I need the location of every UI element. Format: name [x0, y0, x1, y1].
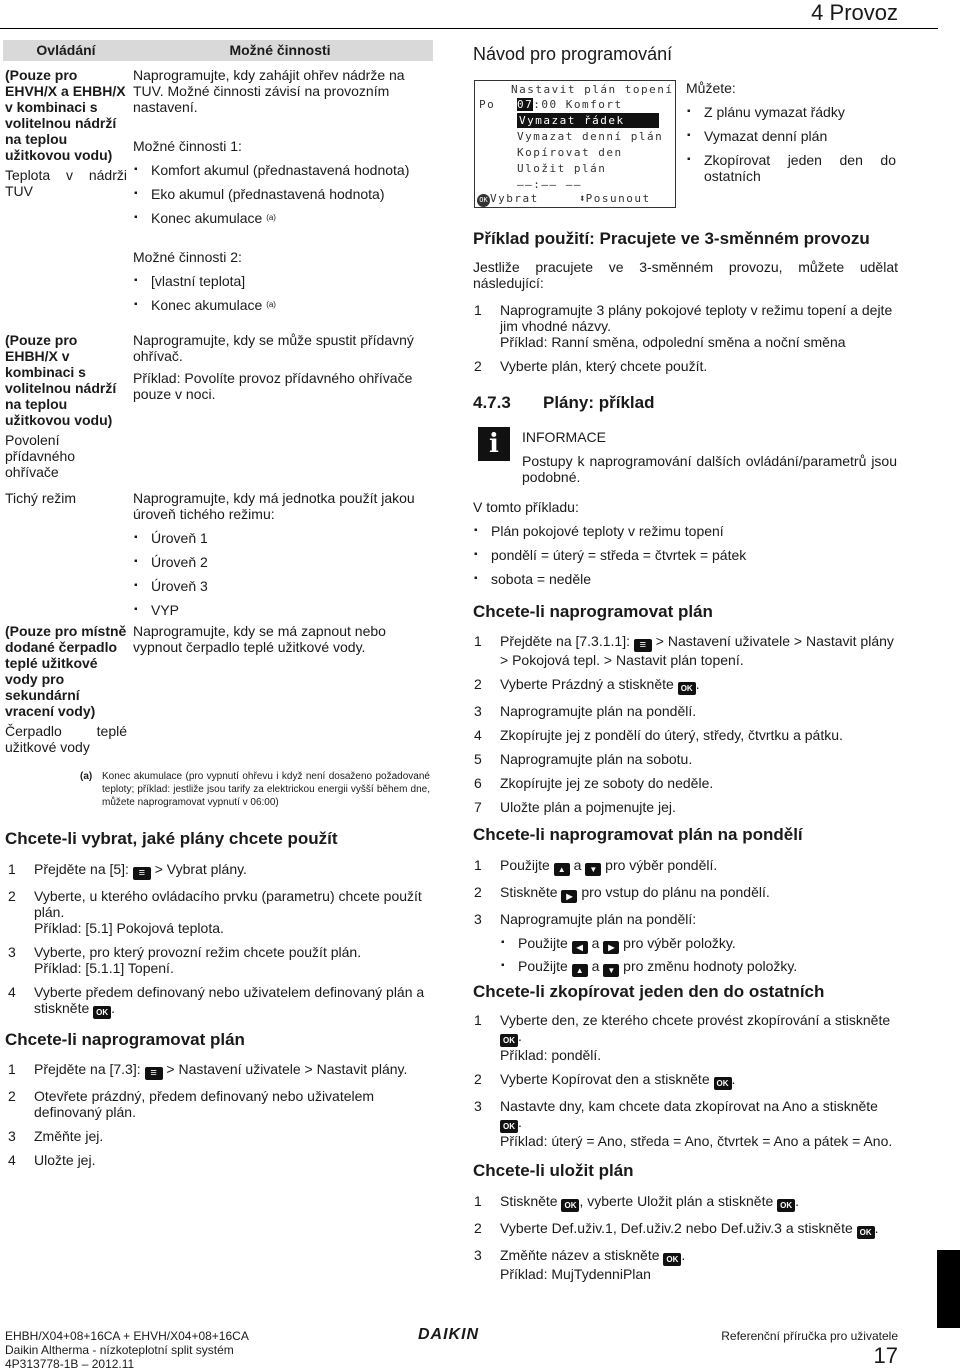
control-name: Čerpadlo teplé užitkové vody	[5, 723, 127, 755]
lcd-move-hint: ⬍Posunout	[579, 192, 651, 205]
footer-system: Daikin Altherma - nízkoteplotní split systém	[5, 1343, 234, 1357]
table-row-booster-actions	[133, 332, 433, 402]
menu-icon	[133, 867, 151, 880]
table-row-pump-control	[5, 623, 127, 755]
daikin-logo: DAIKIN	[418, 1326, 480, 1343]
list-item: ▪ sobota = neděle	[473, 571, 898, 587]
list-item: ▪ Konec akumulace $^{(a)}$	[133, 297, 433, 313]
ok-icon: OK	[663, 1253, 681, 1266]
list-item: 7 Uložte plán a pojmenujte jej.	[474, 799, 676, 815]
list-item: 3 Vyberte, pro který provozní režim chcete použít plán. Příklad: [5.1.1] Topení.	[8, 944, 362, 976]
list-item: 3 Naprogramujte plán na pondělí.	[474, 703, 697, 719]
control-name: Povolení přídavného ohřívače	[5, 432, 76, 480]
program-steps	[474, 633, 898, 815]
list-item: ▪ Vymazat denní plán	[686, 128, 896, 144]
table-row-pump-actions: Naprogramujte, kdy se má zapnout nebo vypnout čerpadlo teplé užitkové vody.	[133, 623, 386, 655]
row-text: Naprogramujte, kdy zahájit ohřev nádrže na TUV. Možné činnosti závisí na provozním nastavení.	[133, 67, 405, 115]
example-intro: Jestliže pracujete ve 3-směnném provozu, můžete udělat následující:	[473, 259, 898, 291]
option-title: Možné činnosti 1:	[133, 138, 242, 154]
table-col-control: Ovládání	[5, 40, 127, 61]
ok-icon: OK	[561, 1199, 579, 1212]
up-down-icon: ⬍	[579, 192, 586, 205]
footer-model: EHBH/X04+08+16CA + EHVH/X04+08+16CA	[5, 1329, 249, 1343]
footer-left	[5, 1329, 249, 1371]
info-icon: i	[478, 427, 510, 461]
condition: (Pouze pro místně dodané čerpadlo teplé užitkové vody pro sekundární vracení vody)	[5, 623, 127, 719]
list-item: 1 Naprogramujte 3 plány pokojové teploty v režimu topení a dejte jim vhodné názvy. Příklad: Ranní směna, odpolední směna a noční směna	[474, 302, 893, 350]
list-item: ▪ Úroveň 2	[133, 554, 433, 570]
can-title: Můžete:	[686, 80, 736, 96]
list-item: 3 Změňte název a stiskněte OK . Příklad: MujTydenniPlan	[474, 1247, 686, 1282]
ok-icon: OK	[714, 1077, 732, 1090]
lcd-menu-item: Kopírovat den	[517, 146, 623, 159]
lcd-screen	[474, 80, 676, 208]
list-item: 4 Vyberte předem definovaný nebo uživatelem definovaný plán a stiskněte OK .	[8, 984, 425, 1017]
lcd-blank-row: ––:–– ––	[517, 178, 582, 191]
list-item: ▪ Použijte ▲ a ▼ pro změnu hodnoty položky.	[500, 958, 898, 977]
footer-doc: 4P313778-1B – 2012.11	[5, 1357, 135, 1371]
down-icon	[585, 863, 601, 876]
page-edge-tab	[937, 1250, 960, 1328]
example2-intro: V tomto příkladu:	[473, 499, 579, 515]
option-title: Možné činnosti 2:	[133, 249, 242, 265]
list-item: 1 Stiskněte OK , vyberte Uložit plán a stiskněte OK .	[474, 1193, 800, 1210]
lcd-menu-item-selected: Vymazat řádek	[517, 113, 659, 128]
can-list	[686, 80, 896, 184]
info-note	[522, 429, 897, 485]
table-col-actions: Možné činnosti	[130, 40, 430, 61]
list-item: ▪ Z plánu vymazat řádky	[686, 104, 896, 120]
right-icon	[603, 941, 619, 954]
select-plans-steps	[8, 861, 432, 1019]
lcd-menu-item: Vymazat denní plán	[517, 130, 664, 143]
list-item: ▪ Zkopírovat jeden den do ostatních	[686, 152, 896, 184]
table-row-quiet-actions	[133, 490, 433, 618]
chapter-title: 4 Provoz	[811, 0, 898, 25]
list-item: ▪ Úroveň 1	[133, 530, 433, 546]
lcd-day: Po	[479, 98, 496, 111]
list-item: 4 Uložte jej.	[8, 1152, 96, 1168]
table-row-quiet-control: Tichý režim	[5, 490, 77, 506]
list-item: ▪ [vlastní teplota]	[133, 273, 433, 289]
ok-icon: OK	[777, 1199, 795, 1212]
table-row-booster-control	[5, 332, 127, 480]
list-item: 3 Změňte jej.	[8, 1128, 104, 1144]
list-item: 1 Vyberte den, ze kterého chcete provést zkopírování a stiskněte OK . Příklad: pondělí.	[474, 1012, 891, 1063]
program-plan-steps	[8, 1061, 432, 1168]
list-item: 5 Naprogramujte plán na sobotu.	[474, 751, 693, 767]
table-footnote: (a) Konec akumulace (pro vypnutí ohřevu i když není dosaženo požadované teploty; příklad: jestliže jsou tarify za elektrickou energii vyšší během dne, můžete naprogramovat vypnutí v 06:00)	[80, 771, 430, 808]
ok-icon: OK	[93, 1006, 111, 1019]
list-item: 1 Použijte ▲ a ▼ pro výběr pondělí.	[474, 857, 898, 876]
list-item: 2 Vyberte Kopírovat den a stiskněte OK .	[474, 1071, 736, 1088]
right-icon	[561, 890, 577, 903]
example2	[473, 499, 898, 587]
lcd-menu-item: Uložit plán	[517, 162, 607, 175]
condition: (Pouze pro EHVH/X a EHBH/X v kombinaci s volitelnou nádrží na teplou užitkovou vodu)	[5, 67, 126, 163]
table-row-tank-control	[5, 67, 127, 199]
down-icon	[603, 964, 619, 977]
footer-guide: Referenční příručka pro uživatele	[721, 1329, 898, 1343]
list-item: 3 Naprogramujte plán na pondělí:	[474, 911, 697, 927]
menu-icon	[634, 639, 652, 652]
ok-icon: OK	[500, 1034, 518, 1047]
list-item: 1 Přejděte na [5]: ≡ > Vybrat plány.	[8, 861, 432, 880]
list-item: 2 Otevřete prázdný, předem definovaný nebo uživatelem definovaný plán.	[8, 1088, 375, 1120]
list-item: 2 Vyberte Prázdný a stiskněte OK .	[474, 676, 700, 693]
copy-steps	[474, 1012, 898, 1149]
condition: (Pouze pro EHBH/X v kombinaci s volitelnou nádrží na teplou užitkovou vodu)	[5, 332, 117, 428]
row-text: Naprogramujte, kdy se může spustit přídavný ohřívač.	[133, 332, 414, 364]
list-item: ▪ Použijte ◀ a ▶ pro výběr položky.	[500, 935, 898, 954]
list-item: ▪ pondělí = úterý = středa = čtvrtek = pátek	[473, 547, 898, 563]
ok-icon: OK	[678, 682, 696, 695]
list-item: ▪ Eko akumul (přednastavená hodnota)	[133, 186, 433, 202]
info-text: Postupy k naprogramování dalších ovládání/parametrů jsou podobné.	[522, 453, 897, 485]
up-icon	[554, 863, 570, 876]
table-row-tank-actions	[133, 67, 433, 313]
example-steps	[474, 302, 898, 374]
lcd-select-hint: OK Vybrat	[477, 191, 539, 206]
list-item: 2 Vyberte Def.uživ.1, Def.uživ.2 nebo Def.uživ.3 a stiskněte OK .	[474, 1220, 879, 1237]
section-title: Plány: příklad	[543, 393, 655, 412]
lcd-title: Nastavit plán topení	[511, 83, 674, 96]
list-item: 1 Přejděte na [7.3.1.1]: ≡ > Nastavení uživatele > Nastavit plány > Pokojová tepl. > Nastavit plán topení.	[474, 633, 898, 668]
list-item: ▪ Plán pokojové teploty v režimu topení	[473, 523, 898, 539]
menu-icon	[145, 1067, 163, 1080]
section-title-copy: Chcete-li zkopírovat jeden den do ostatních	[473, 982, 825, 1001]
lcd-time-row: 07:00 Komfort	[517, 98, 623, 111]
section-title-program-plan: Chcete-li naprogramovat plán	[5, 1030, 245, 1049]
section-title-program: Chcete-li naprogramovat plán	[473, 602, 713, 621]
list-item: ▪ VYP	[133, 602, 433, 618]
list-item: ▪ Úroveň 3	[133, 578, 433, 594]
guide-title: Návod pro programování	[473, 44, 673, 64]
list-item: ▪ Komfort akumul (přednastavená hodnota)	[133, 162, 433, 178]
up-icon	[572, 964, 588, 977]
list-item: 1 Přejděte na [7.3]: ≡ > Nastavení uživatele > Nastavit plány.	[8, 1061, 432, 1080]
ok-icon: OK	[477, 194, 490, 207]
info-title: INFORMACE	[522, 429, 606, 445]
section-title-monday: Chcete-li naprogramovat plán na pondělí	[473, 825, 803, 844]
ok-icon: OK	[857, 1226, 875, 1239]
list-item: 3 Nastavte dny, kam chcete data zkopírovat na Ano a stiskněte OK . Příklad: úterý = Ano, středa = Ano, čtvrtek = Ano a pátek = Ano.	[474, 1098, 893, 1149]
list-item: 6 Zkopírujte jej ze soboty do neděle.	[474, 775, 714, 791]
list-item: 2 Vyberte plán, který chcete použít.	[474, 358, 708, 374]
control-name: Teplota v nádrži TUV	[5, 167, 127, 199]
row-text: Příklad: Povolíte provoz přídavného ohřívače pouze v noci.	[133, 370, 413, 402]
left-icon	[572, 941, 588, 954]
list-item: 2 Stiskněte ▶ pro vstup do plánu na pondělí.	[474, 884, 898, 903]
list-item: ▪ Konec akumulace $^{(a)}$	[133, 210, 433, 226]
section-title-select-plans: Chcete-li vybrat, jaké plány chcete použít	[5, 829, 338, 848]
example-title: Příklad použití: Pracujete ve 3-směnném provozu	[473, 229, 870, 248]
save-steps	[474, 1193, 898, 1282]
ok-icon: OK	[500, 1120, 518, 1133]
list-item: 4 Zkopírujte jej z pondělí do úterý, středy, čtvrtku a pátku.	[474, 727, 843, 743]
monday-steps	[474, 857, 898, 977]
section-title-save: Chcete-li uložit plán	[473, 1161, 634, 1180]
page-number: 17	[873, 1343, 898, 1368]
header-rule	[0, 28, 938, 29]
row-text: Naprogramujte, kdy má jednotka použít jakou úroveň tichého režimu:	[133, 490, 415, 522]
list-item: 2 Vyberte, u kterého ovládacího prvku (parametru) chcete použít plán. Příklad: [5.1] Pokojová teplota.	[8, 888, 422, 936]
section-number: 4.7.3	[473, 393, 511, 412]
